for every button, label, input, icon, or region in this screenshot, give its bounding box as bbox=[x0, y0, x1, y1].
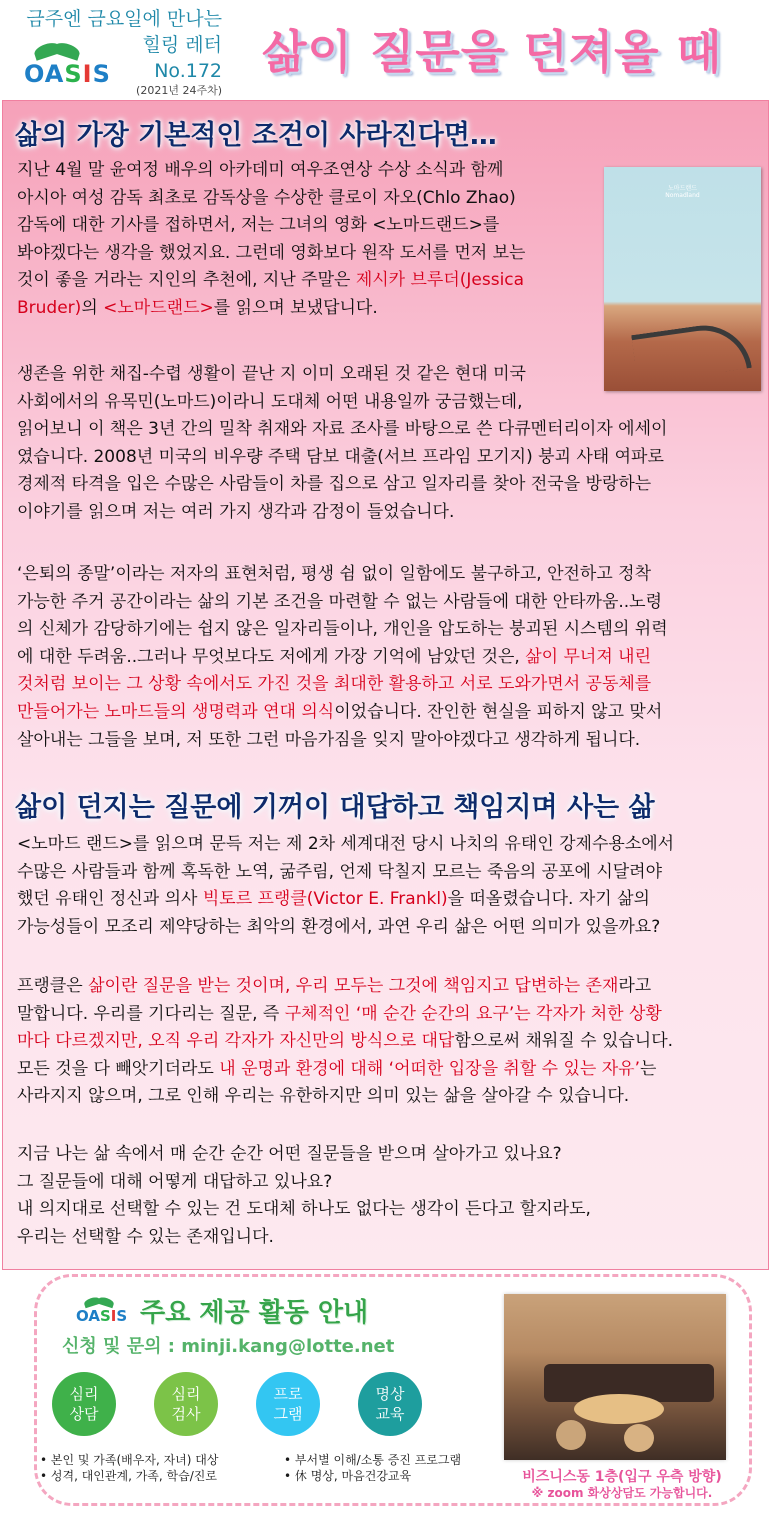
tagline-line1: 금주엔 금요일에 만나는 bbox=[26, 8, 222, 30]
highlight-text: <노마드랜드> bbox=[103, 297, 214, 318]
text-span: 했던 유태인 정신과 의사 bbox=[17, 889, 203, 910]
text-line: 지난 4월 말 윤여정 배우의 아카데미 여우조연상 수상 소식과 함께 bbox=[17, 160, 504, 180]
text-line: 경제적 타격을 입은 수많은 사람들이 차를 집으로 삼고 일자리를 찾아 전국을 방랑하는 bbox=[17, 474, 652, 495]
text-line bbox=[17, 1028, 673, 1056]
text-line bbox=[17, 1001, 673, 1029]
bullet-list-right bbox=[284, 1452, 461, 1484]
text-line bbox=[17, 295, 525, 323]
highlight-text: 것처럼 보이는 그 상황 속에서도 가진 것을 최대한 활용하고 서로 도와가면서 공동체를 bbox=[17, 674, 652, 695]
highlight-text: 내 운명과 환경에 대해 ‘어떠한 입장을 취할 수 있는 자유’ bbox=[219, 1058, 640, 1079]
list-item: • 休 명상, 마음건강교육 bbox=[284, 1469, 412, 1483]
location-text: 비즈니스동 1층(입구 우측 방향) bbox=[522, 1469, 722, 1485]
letter-body bbox=[2, 100, 769, 1270]
text-line: 지금 나는 삶 속에서 매 순간 순간 어떤 질문들을 받으며 살아가고 있나요? bbox=[17, 1144, 562, 1164]
text-line: 사라지지 않으며, 그로 인해 우리는 유한하지만 의미 있는 삶을 살아갈 수 있습니다. bbox=[17, 1086, 630, 1107]
leaf-icon bbox=[53, 40, 82, 60]
text-line: 봐야겠다는 생각을 했었지요. 그런데 영화보다 원작 도서를 먼저 보는 bbox=[17, 242, 526, 263]
text-line: 내 의지대로 선택할 수 있는 건 도대체 하나도 없다는 생각이 든다고 할지라도, bbox=[17, 1199, 591, 1220]
oasis-logo bbox=[24, 44, 111, 92]
text-line bbox=[17, 699, 668, 727]
text-line: 읽어보니 이 책은 3년 간의 밀착 취재와 자료 조사를 바탕으로 쓴 다큐멘터리이자 에세이 bbox=[17, 419, 668, 440]
text-span: 모든 것을 다 빼앗기더라도 bbox=[17, 1058, 220, 1079]
highlight-text: 만들어가는 노마드들의 생명력과 연대 의식 bbox=[17, 701, 335, 722]
text-span: 에 대한 두려움..그러나 무엇보다도 저에게 가장 기억에 남았던 것은, bbox=[17, 646, 526, 667]
contact-email[interactable]: 신청 및 문의 : minji.kang@lotte.net bbox=[62, 1336, 395, 1357]
text-span: 를 읽으며 보냈답니다. bbox=[213, 297, 378, 318]
tagline-line2: 힐링 레터 bbox=[142, 34, 222, 56]
highlight-text: 제시카 브루더(Jessica bbox=[355, 270, 525, 291]
text-line bbox=[17, 1056, 673, 1084]
text-span: 라고 bbox=[618, 976, 652, 996]
oasis-logo-small bbox=[76, 1298, 138, 1324]
activities-title: 주요 제공 활동 안내 bbox=[140, 1298, 369, 1328]
highlight-text: 빅토르 프랭클(Victor E. Frankl) bbox=[202, 889, 448, 910]
page-title: 삶이 질문을 던져올 때 bbox=[262, 25, 722, 79]
logo-text: OASIS bbox=[24, 60, 111, 88]
text-line bbox=[17, 267, 525, 295]
text-line: <노마드 랜드>를 읽으며 문득 저는 제 2차 세계대전 당시 나치의 유태인 강제수용소에서 bbox=[17, 834, 675, 854]
highlight-text: 삶이란 질문을 받는 것이며, 우리 모두는 그것에 책임지고 답변하는 존재 bbox=[88, 976, 619, 996]
paragraph bbox=[17, 831, 674, 941]
text-span: 말합니다. 우리를 기다리는 질문, 즉 bbox=[17, 1003, 285, 1024]
text-line bbox=[17, 886, 674, 914]
text-line: 수많은 사람들과 함께 혹독한 노역, 굶주림, 언제 닥칠지 모르는 죽음의 공포에 시달려야 bbox=[17, 861, 663, 882]
paragraph bbox=[17, 361, 667, 527]
paragraph bbox=[17, 1141, 591, 1251]
text-span: 이었습니다. 잔인한 현실을 피하지 않고 맞서 bbox=[334, 701, 663, 722]
highlight-text: 삶이 무너져 내린 bbox=[525, 646, 652, 667]
highlight-text: 마다 다르겠지만, 오직 우리 각자가 자신만의 방식으로 대답 bbox=[17, 1031, 455, 1052]
text-span: 의 bbox=[81, 297, 104, 318]
service-program-badge bbox=[256, 1372, 320, 1436]
text-line: 우리는 선택할 수 있는 존재입니다. bbox=[17, 1226, 274, 1247]
list-item: • 본인 및 가족(배우자, 자녀) 대상 bbox=[40, 1453, 219, 1467]
service-counseling-badge bbox=[52, 1372, 116, 1436]
text-line: 의 신체가 감당하기에는 쉽지 않은 일자리들이나, 개인을 압도하는 붕괴된 시스템의 위력 bbox=[17, 619, 668, 640]
book-title-kr: 노마드랜드 bbox=[668, 185, 697, 192]
issue-week: (2021년 24주차) bbox=[136, 84, 222, 97]
header bbox=[0, 0, 771, 100]
text-line: 살아내는 그들을 보며, 저 또한 그런 마음가짐을 잊지 말아야겠다고 생각하게 됩니다. bbox=[17, 729, 641, 750]
list-item: • 부서별 이해/소통 증진 프로그램 bbox=[284, 1453, 462, 1467]
text-line: 이야기를 읽으며 저는 여러 가지 생각과 감정이 들었습니다. bbox=[17, 501, 455, 522]
text-span: 는 bbox=[640, 1058, 657, 1079]
text-line: 가능한 주거 공간이라는 삶의 기본 조건을 마련할 수 없는 사람들에 대한 안타까움..노령 bbox=[17, 591, 663, 612]
text-line bbox=[17, 644, 668, 672]
text-line bbox=[17, 973, 673, 1001]
issue-number: No.172 bbox=[154, 60, 222, 82]
highlight-text: Bruder) bbox=[17, 297, 82, 318]
text-span: 것이 좋을 거라는 지인의 추천에, 지난 주말은 bbox=[17, 270, 356, 291]
text-line: 생존을 위한 채집-수렵 생활이 끝난 지 이미 오래된 것 같은 현대 미국 bbox=[17, 364, 526, 384]
text-span: 프랭클은 bbox=[17, 976, 89, 996]
list-item: • 성격, 대인관계, 가족, 학습/진로 bbox=[40, 1469, 217, 1483]
service-label: 프로 그램 bbox=[273, 1385, 303, 1423]
paragraph bbox=[17, 561, 668, 754]
paragraph bbox=[17, 157, 525, 323]
table-shape bbox=[574, 1394, 664, 1424]
paragraph bbox=[17, 973, 673, 1111]
book-title-en: Nomadland bbox=[665, 192, 700, 199]
text-line: 아시아 여성 감독 최초로 감독상을 수상한 클로이 자오(Chlo Zhao) bbox=[17, 187, 516, 208]
stool-shape bbox=[556, 1420, 586, 1450]
activities-section bbox=[0, 1270, 771, 1513]
highlight-text: 구체적인 ‘매 순간 순간의 요구’는 각자가 처한 상황 bbox=[284, 1003, 662, 1024]
book-title bbox=[604, 183, 761, 199]
text-line: 감독에 대한 기사를 접하면서, 저는 그녀의 영화 <노마드랜드>를 bbox=[17, 215, 500, 236]
counseling-room-photo bbox=[504, 1294, 726, 1460]
text-span: 함으로써 채워질 수 있습니다. bbox=[454, 1031, 674, 1052]
text-line: 였습니다. 2008년 미국의 비우량 주택 담보 대출(서브 프라임 모기지) 붕괴 사태 여파로 bbox=[17, 446, 664, 467]
text-span: 을 떠올렸습니다. 자기 삶의 bbox=[447, 889, 650, 910]
zoom-note: ※ zoom 화상상담도 가능합니다. bbox=[531, 1486, 713, 1500]
bullet-list-left bbox=[40, 1452, 218, 1484]
text-line: 가능성들이 모조리 제약당하는 최악의 환경에서, 과연 우리 삶은 어떤 의미가 있을까요? bbox=[17, 916, 661, 937]
service-label: 심리 검사 bbox=[171, 1385, 201, 1423]
service-meditation-badge bbox=[358, 1372, 422, 1436]
logo-text: OASIS bbox=[76, 1307, 128, 1325]
text-line: ‘은퇴의 종말’이라는 저자의 표현처럼, 평생 쉼 없이 일함에도 불구하고, 안전하고 정착 bbox=[17, 564, 652, 584]
service-label: 명상 교육 bbox=[375, 1385, 405, 1423]
section1-heading: 삶의 가장 기본적인 조건이 사라진다면… bbox=[15, 120, 497, 151]
text-line: 사회에서의 유목민(노마드)이라니 도대체 어떤 내용일까 궁금했는데, bbox=[17, 391, 523, 412]
book-cover-image bbox=[604, 167, 761, 391]
service-testing-badge bbox=[154, 1372, 218, 1436]
text-line: 그 질문들에 대해 어떻게 대답하고 있나요? bbox=[17, 1171, 333, 1192]
section2-heading: 삶이 던지는 질문에 기꺼이 대답하고 책임지며 사는 삶 bbox=[15, 792, 655, 823]
stool-shape bbox=[624, 1424, 654, 1452]
service-label: 심리 상담 bbox=[69, 1385, 99, 1423]
